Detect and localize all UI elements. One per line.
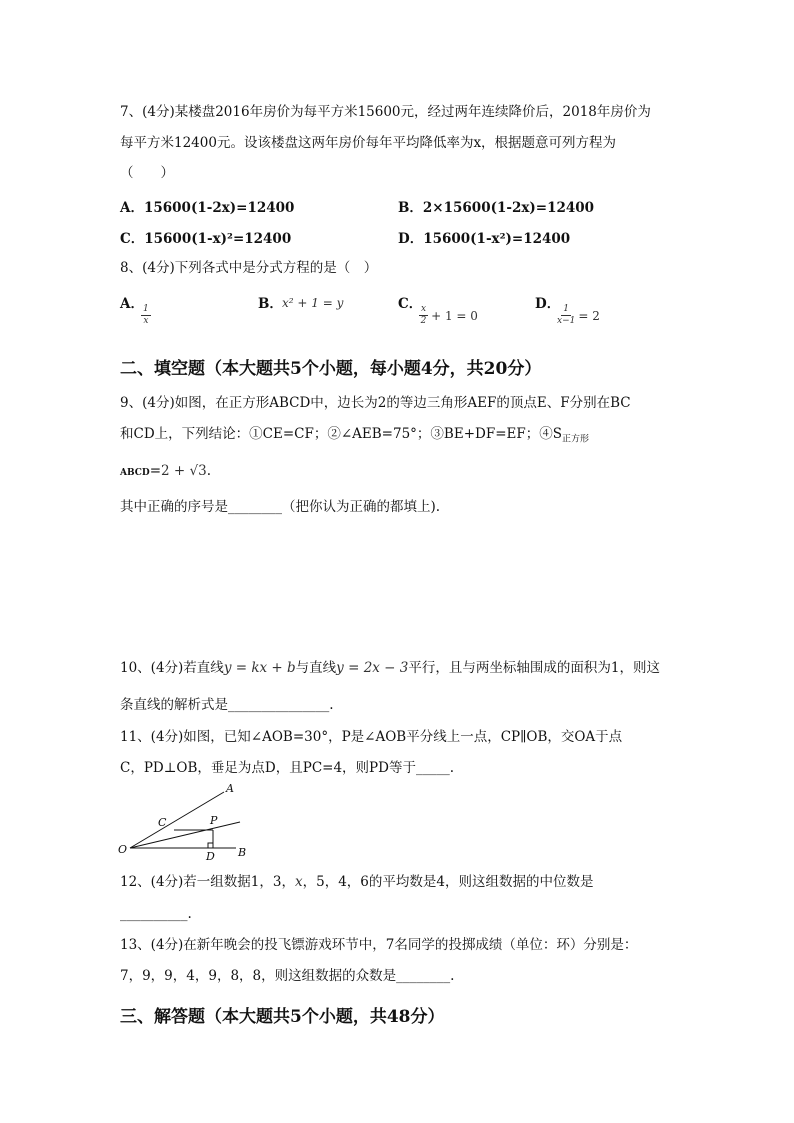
q12-var: x xyxy=(294,874,303,890)
section-2-heading: 二、填空题（本大题共5个小题，每小题4分，共20分） xyxy=(120,359,542,379)
q9-line4: 其中正确的序号是________（把你认为正确的都填上). xyxy=(120,499,441,515)
label-c: C xyxy=(158,816,167,829)
label-a: A xyxy=(226,782,234,795)
q10-expr1: y = kx + b xyxy=(223,660,296,676)
q12-line1 xyxy=(120,872,593,892)
q7-option-c: C．15600(1-x)²=12400 xyxy=(120,231,292,247)
bisector-op xyxy=(130,822,240,848)
q7-option-a: A．15600(1-2x)=12400 xyxy=(120,200,295,216)
q8-option-a-expr xyxy=(141,304,151,327)
q8-option-c-label: C． xyxy=(398,296,423,312)
q9-line2-text: 和CD上，下列结论：①CE=CF；②∠AEB=75°；③BE+DF=EF；④S xyxy=(120,426,562,442)
right-angle-mark xyxy=(208,843,213,848)
q8-option-b-expr: x² + 1 = y xyxy=(282,296,344,310)
q8-option-b-label: B． xyxy=(258,296,283,312)
q8-d-denominator: x−1 xyxy=(557,316,576,326)
section-3-heading: 三、解答题（本大题共5个小题，共48分） xyxy=(120,1007,445,1027)
q9-line3-eq: = xyxy=(149,463,162,479)
q12-line2: __________. xyxy=(120,906,192,922)
q7-answer-blank: （ ） xyxy=(120,165,174,181)
q12-part1: 12、(4分)若一组数据1，3， xyxy=(120,874,295,890)
q8-option-d-label: D． xyxy=(535,296,561,312)
q8-c-numerator: x xyxy=(421,304,427,314)
q8-c-rest: + 1 = 0 xyxy=(431,308,478,323)
q8-option-a-label: A． xyxy=(120,296,144,312)
q9-line3 xyxy=(120,461,211,483)
q10-part1: 10、(4分)若直线 xyxy=(120,660,224,676)
q8-d-numerator: 1 xyxy=(563,304,570,314)
q10-line1 xyxy=(120,658,660,678)
q8-stem: 8、(4分)下列各式中是分式方程的是（ ） xyxy=(120,260,378,276)
q13-line2: 7，9，9，4，9，8，8，则这组数据的众数是________. xyxy=(120,968,455,984)
q7-option-d: D．15600(1-x²)=12400 xyxy=(398,231,571,247)
q8-option-d-expr xyxy=(557,304,600,327)
label-d: D xyxy=(206,850,215,862)
q8-a-numerator: 1 xyxy=(143,304,149,314)
q12-part2: ，5，4，6的平均数是4，则这组数据的中位数是 xyxy=(302,874,594,890)
q9-line3-sub: ABCD xyxy=(120,468,150,478)
label-p: P xyxy=(210,814,218,827)
q13-line1: 13、(4分)在新年晚会的投飞镖游戏环节中，7名同学的投掷成绩（单位：环）分别是： xyxy=(120,937,638,953)
q7-option-b: B．2×15600(1-2x)=12400 xyxy=(398,200,595,216)
q10-line2: 条直线的解析式是_______________. xyxy=(120,697,334,713)
q11-line1: 11、(4分)如图，已知∠AOB=30°，P是∠AOB平分线上一点，CP∥OB，交OA于点 xyxy=(120,729,623,745)
q11-line2: C，PD⊥OB，垂足为点D，且PC=4，则PD等于_____. xyxy=(120,760,455,776)
label-b: B xyxy=(238,846,247,859)
q8-d-rest: = 2 xyxy=(578,308,600,323)
q9-line2 xyxy=(120,424,589,450)
q9-line1: 9、(4分)如图，在正方形ABCD中，边长为2的等边三角形AEF的顶点E、F分别在BC xyxy=(120,395,631,411)
q10-part2: 与直线 xyxy=(295,660,337,676)
q10-part3: 平行，且与两坐标轴围成的面积为1，则这 xyxy=(408,660,660,676)
q11-angle-figure xyxy=(116,782,256,862)
q7-line2: 每平方米12400元。设该楼盘这两年房价每年平均降低率为x，根据题意可列方程为 xyxy=(120,135,617,151)
q8-a-denominator: x xyxy=(143,316,149,326)
q8-option-c-expr xyxy=(419,304,478,327)
q8-c-denominator: 2 xyxy=(420,316,427,326)
q7-line1: 7、(4分)某楼盘2016年房价为每平方米15600元，经过两年连续降价后，2018年房价为 xyxy=(120,104,651,120)
q9-line2-sub: 正方形 xyxy=(561,434,589,445)
q9-line3-expr: 2 + √3 xyxy=(161,463,207,479)
label-o: O xyxy=(118,843,128,856)
q10-expr2: y = 2x − 3 xyxy=(336,660,409,676)
q9-line3-end: . xyxy=(206,463,212,479)
